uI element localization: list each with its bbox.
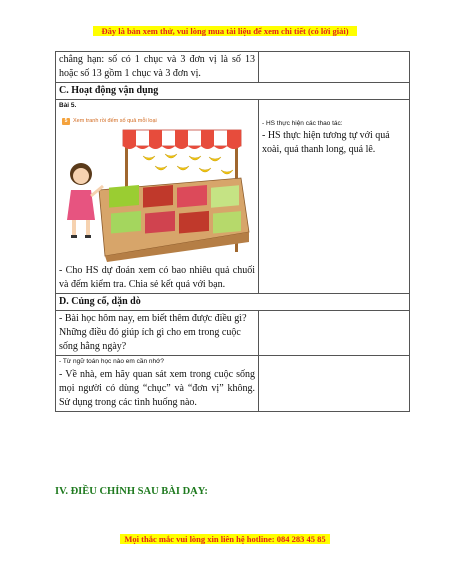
student-action-text: - HS thực hiện tương tự với quả xoài, quả thanh long, quả lê.	[262, 130, 390, 155]
hotline-banner: Mọi thắc mắc vui lòng xin liên hệ hotline: 084 283 45 85	[120, 534, 330, 544]
section-c-title: C. Hoạt động vận dụng	[56, 83, 410, 100]
lesson-plan-table	[55, 51, 410, 412]
exercise-number-badge: 5	[62, 118, 70, 125]
section-d-q2-cell	[56, 356, 259, 412]
table-row	[56, 356, 410, 412]
fruit-stall-picture	[59, 112, 255, 262]
banana-bunches	[143, 154, 233, 174]
preview-banner: Đây là bản xem thử, vui lòng mua tài liệu để xem chi tiết (có lời giải)	[93, 26, 357, 36]
section-c-instruction: - Cho HS dự đoán xem có bao nhiêu quả chuối và đếm kiểm tra. Chia sẻ kết quả với bạn.	[59, 265, 255, 290]
caption-text: Xem tranh rồi đếm số quả mỗi loại	[73, 118, 157, 124]
fruit-stall-illustration	[59, 112, 255, 262]
girl-figure	[67, 163, 103, 238]
table-row	[56, 83, 410, 100]
row1-right-cell	[259, 52, 410, 83]
section-d-q1-cell	[56, 311, 259, 356]
table-row	[56, 311, 410, 356]
table-row	[56, 100, 410, 294]
table-row	[56, 294, 410, 311]
exercise-label: Bài 5.	[59, 102, 77, 109]
table-row	[56, 52, 410, 83]
awning	[123, 130, 241, 149]
row1-left-cell	[56, 52, 259, 83]
adjustment-heading: IV. ĐIỀU CHỈNH SAU BÀI DẠY:	[55, 486, 208, 497]
review-question-2: - Từ ngữ toán học nào em cần nhớ?	[59, 358, 164, 365]
section-d-q2-right-cell	[259, 356, 410, 412]
review-question-1: - Bài học hôm nay, em biết thêm được điều gì? Những điều đó giúp ích gì cho em trong cuộc sống hằng ngày?	[59, 313, 247, 352]
section-c-left-cell	[56, 100, 259, 294]
row1-text: chẳng hạn: số có 1 chục và 3 đơn vị là số 13 hoặc số 13 gồm 1 chục và 3 đơn vị.	[59, 54, 255, 79]
fruit-display	[99, 178, 249, 262]
student-action-note: - HS thực hiện các thao tác:	[262, 120, 343, 127]
section-d-title: D. Củng cố, dặn dò	[56, 294, 410, 311]
homework-task: - Về nhà, em hãy quan sát xem trong cuộc sống mọi người có dùng “chục” và “đơn vị” không. Sử dụng trong các tình huống nào.	[59, 369, 255, 408]
section-c-right-cell	[259, 100, 410, 294]
section-d-q1-right-cell	[259, 311, 410, 356]
